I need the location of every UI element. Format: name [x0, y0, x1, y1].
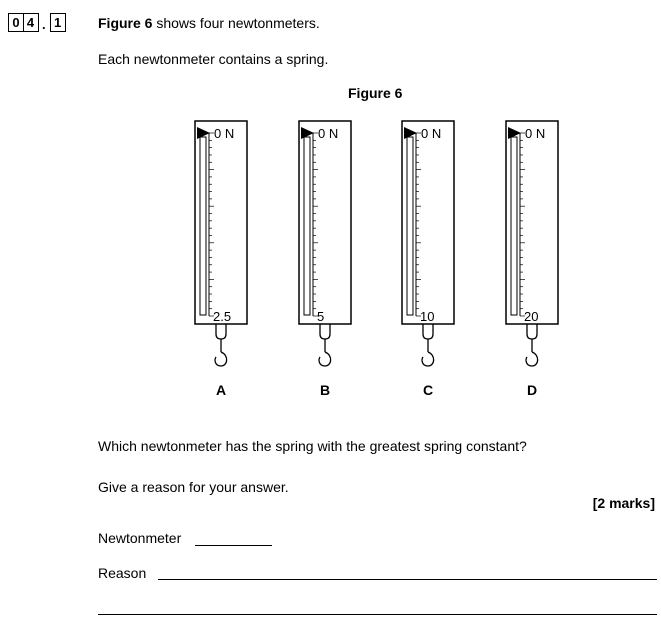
intro-line-2: Each newtonmeter contains a spring. [98, 51, 329, 67]
hook [526, 352, 538, 366]
question-part-digit: 1 [50, 13, 66, 32]
spring-loop [527, 324, 537, 339]
newtonmeter-slot [200, 137, 206, 315]
newtonmeter-slot [407, 137, 413, 315]
hook [422, 352, 434, 366]
newtonmeter-letter: A [215, 382, 227, 398]
spring-loop [216, 324, 226, 339]
reason-answer-label: Reason [98, 565, 147, 581]
zero-label: 0 N [421, 126, 442, 141]
spring-loop [320, 324, 330, 339]
newtonmeter-letter: B [319, 382, 331, 398]
newtonmeter-letter: C [422, 382, 434, 398]
figure-title: Figure 6 [348, 85, 403, 101]
question-number-digit: 0 [8, 13, 24, 32]
question-number-digit: 4 [23, 13, 39, 32]
question-prompt: Which newtonmeter has the spring with the greatest spring constant? [98, 438, 527, 454]
marks-label: [2 marks] [592, 495, 655, 511]
zero-label: 0 N [214, 126, 235, 141]
newtonmeter-answer-line[interactable] [195, 545, 272, 546]
question-number-dot: . [42, 17, 46, 32]
newtonmeter-slot [304, 137, 310, 315]
newtonmeter-letter: D [526, 382, 538, 398]
max-label: 20 [524, 309, 539, 324]
zero-label: 0 N [318, 126, 339, 141]
max-label: 2.5 [213, 309, 232, 324]
newtonmeter-answer-label: Newtonmeter [98, 530, 182, 546]
zero-label: 0 N [525, 126, 546, 141]
reason-answer-line-2[interactable] [98, 614, 657, 615]
intro-text: shows four newtonmeters. [152, 15, 320, 31]
figure-reference: Figure 6 [98, 15, 153, 31]
hook [319, 352, 331, 366]
newtonmeter-slot [511, 137, 517, 315]
hook [215, 352, 227, 366]
max-label: 5 [317, 309, 325, 324]
max-label: 10 [420, 309, 435, 324]
reason-answer-line-1[interactable] [158, 579, 657, 580]
spring-loop [423, 324, 433, 339]
reason-prompt: Give a reason for your answer. [98, 479, 289, 495]
